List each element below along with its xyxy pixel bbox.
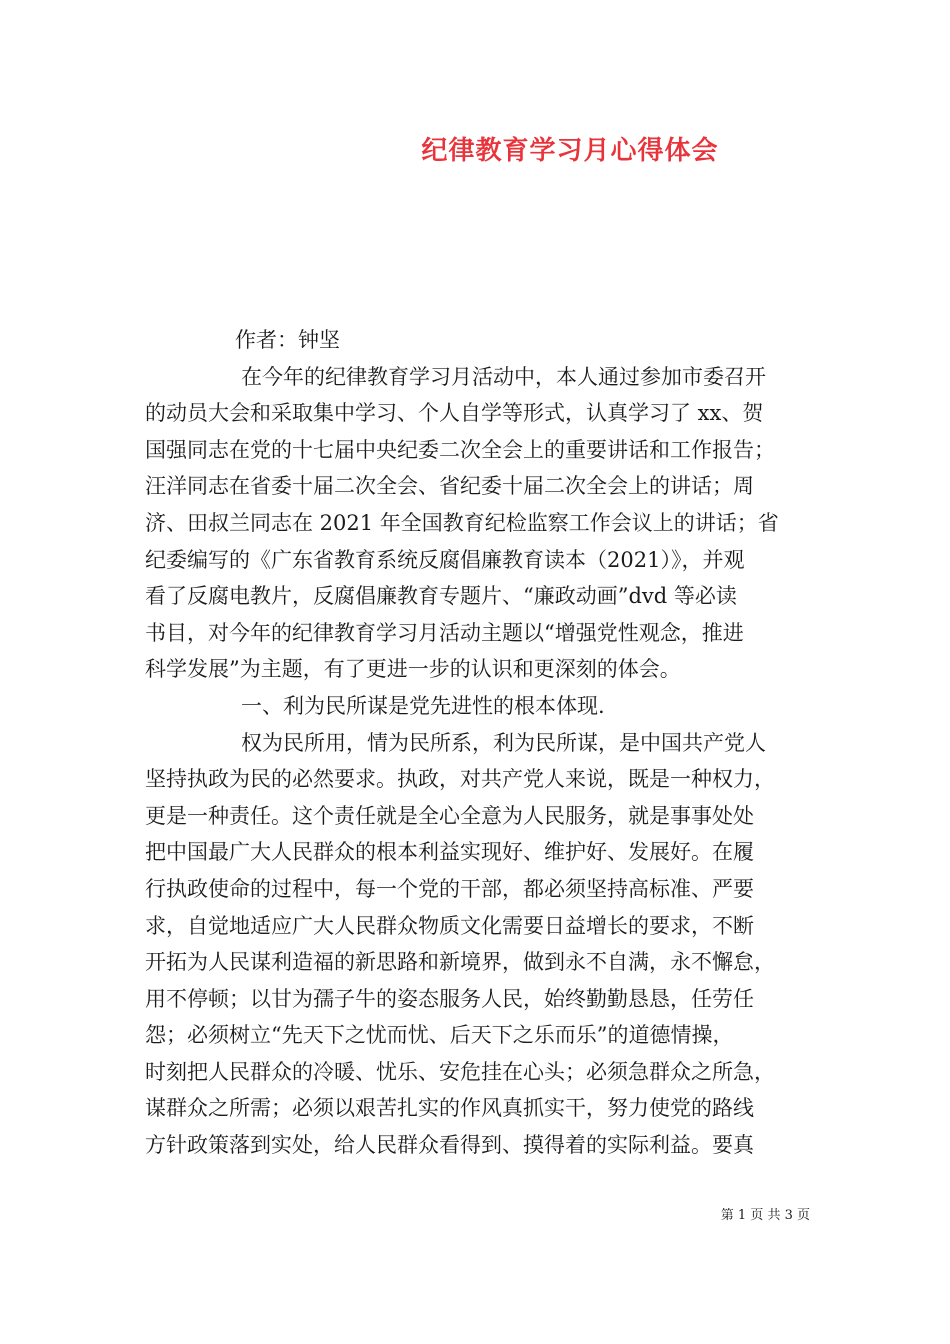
text-line: 更是一种责任。这个责任就是全心全意为人民服务，就是事事处处: [145, 803, 754, 828]
document-body: [145, 322, 805, 1164]
text-line: 的动员大会和采取集中学习、个人自学等形式，认真学习了 xx、贺: [145, 401, 764, 426]
text-line: 书目，对今年的纪律教育学习月活动主题以“增强党性观念，推进: [145, 620, 744, 645]
text-line: 科学发展”为主题，有了更进一步的认识和更深刻的体会。: [145, 657, 681, 682]
text-line: 怨；必须树立“先天下之忧而忧、后天下之乐而乐”的道德情操，: [145, 1023, 734, 1048]
text-line: 行执政使命的过程中，每一个党的干部，都必须坚持高标准、严要: [145, 876, 754, 901]
text-line: 把中国最广大人民群众的根本利益实现好、维护好、发展好。在履: [145, 840, 754, 865]
text-line: 看了反腐电教片，反腐倡廉教育专题片、“廉政动画”dvd 等必读: [145, 584, 737, 609]
section-heading: 一、利为民所谋是党先进性的根本体现.: [241, 693, 605, 718]
text-line: 在今年的纪律教育学习月活动中，本人通过参加市委召开: [241, 364, 766, 389]
text-line: 纪委编写的《广东省教育系统反腐倡廉教育读本（2021）》，并观: [145, 547, 745, 572]
text-line: 求，自觉地适应广大人民群众物质文化需要日益增长的要求，不断: [145, 913, 754, 938]
text-line: 用不停顿；以甘为孺子牛的姿态服务人民，始终勤勤恳恳，任劳任: [145, 986, 754, 1011]
text-line: 国强同志在党的十七届中央纪委二次全会上的重要讲话和工作报告；: [145, 437, 775, 462]
text-line: 方针政策落到实处，给人民群众看得到、摸得着的实际利益。要真: [145, 1133, 754, 1158]
document-title: 纪律教育学习月心得体会: [421, 136, 719, 166]
text-line: 坚持执政为民的必然要求。执政，对共产党人来说，既是一种权力，: [145, 767, 775, 792]
author-line: 作者：钟坚: [235, 328, 340, 352]
text-line: 谋群众之所需；必须以艰苦扎实的作风真抓实干，努力使党的路线: [145, 1096, 754, 1121]
text-line: 济、田叔兰同志在 2021 年全国教育纪检监察工作会议上的讲话；省: [145, 510, 779, 535]
page-number: 第 1 页 共 3 页: [720, 1208, 810, 1223]
text-line: 汪洋同志在省委十届二次全会、省纪委十届二次全会上的讲话；周: [145, 474, 754, 499]
text-line: 时刻把人民群众的冷暖、忧乐、安危挂在心头；必须急群众之所急，: [145, 1059, 775, 1084]
text-line: 开拓为人民谋利造福的新思路和新境界，做到永不自满，永不懈怠，: [145, 950, 775, 975]
text-line: 权为民所用，情为民所系，利为民所谋，是中国共产党人: [241, 730, 766, 755]
